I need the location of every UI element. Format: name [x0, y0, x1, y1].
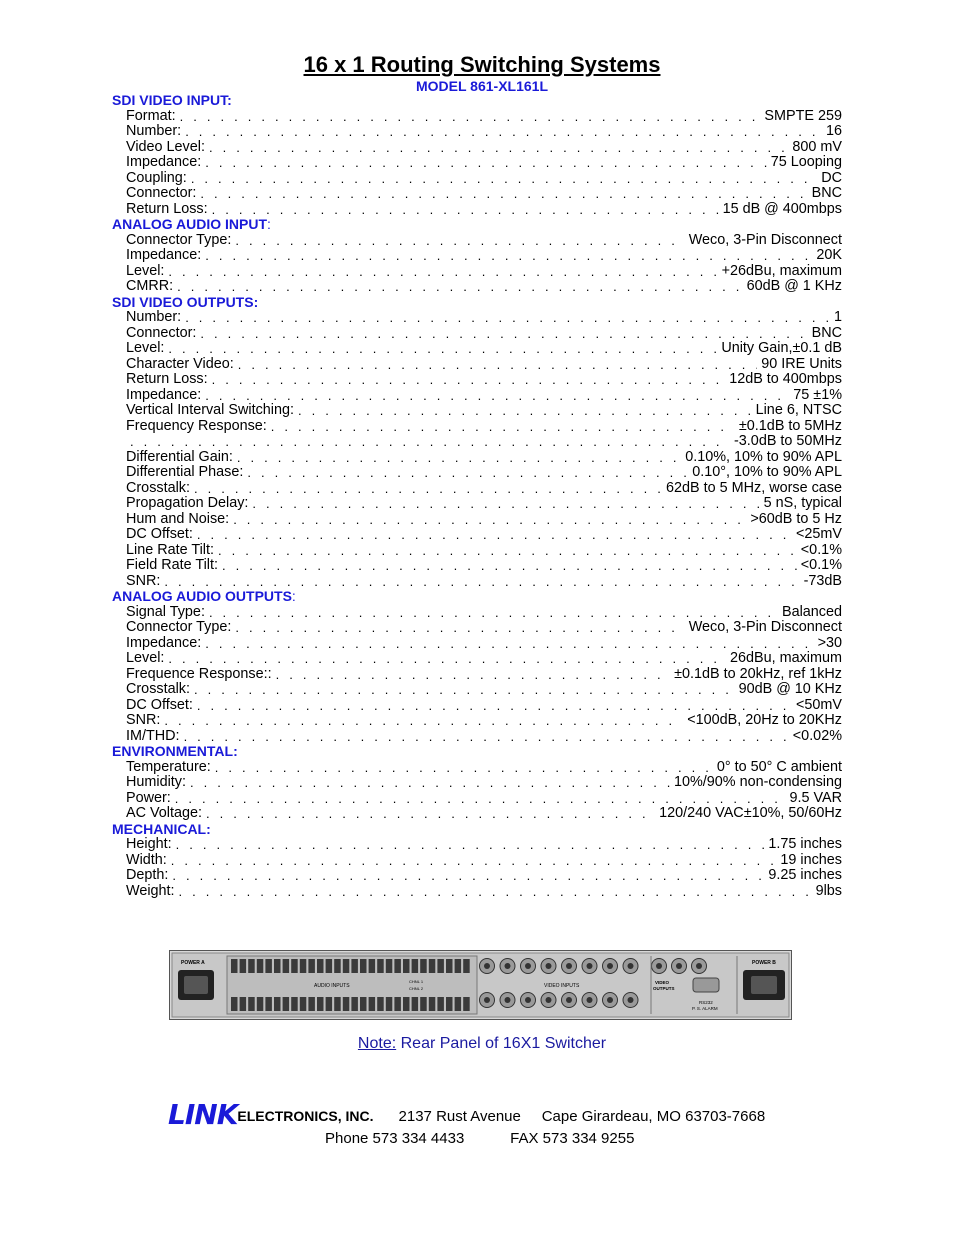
spec-label: Character Video: [126, 355, 234, 372]
spec-label: Hum and Noise: [126, 510, 230, 527]
spec-label: IM/THD: [126, 727, 180, 744]
audio-terminal [455, 959, 462, 973]
spec-value: Weco, 3-Pin Disconnect [688, 619, 842, 635]
spec-label: SNR: [126, 572, 161, 589]
section-heading [112, 744, 842, 760]
street-address: 2137 Rust Avenue [398, 1108, 521, 1125]
audio-terminal [343, 959, 350, 973]
audio-terminal [274, 997, 281, 1011]
bnc-center-pin [484, 997, 490, 1003]
spec-label: Impedance: [126, 154, 202, 170]
spec-label: Temperature: [126, 758, 211, 775]
audio-terminal [274, 959, 281, 973]
spec-label: Number: [126, 123, 182, 139]
footer-address-line [168, 1098, 765, 1131]
audio-terminal [265, 997, 272, 1011]
spec-value: Unity Gain,±0.1 dB [721, 340, 842, 356]
audio-terminal [360, 959, 367, 973]
audio-terminal [377, 959, 384, 973]
spec-row [126, 543, 842, 559]
spec-label: Propagation Delay: [126, 495, 249, 511]
dot-leader [164, 574, 799, 590]
spec-value: 9lbs [815, 882, 842, 899]
spec-value: 0° to 50° C ambient [716, 758, 842, 775]
spec-label: Humidity: [126, 774, 186, 790]
audio-terminal [463, 997, 470, 1011]
spec-row [126, 434, 842, 450]
spec-row [126, 419, 842, 435]
spec-value: 120/240 VAC±10%, 50/60Hz [659, 805, 842, 821]
bnc-center-pin [696, 963, 702, 969]
spec-value: 10%/90% non-condensing [673, 774, 842, 790]
phone-number: Phone 573 334 4433 [325, 1130, 465, 1147]
spec-row [126, 186, 842, 202]
section-title: MECHANICAL: [112, 820, 211, 837]
audio-terminal [240, 959, 247, 973]
spec-value: 75 Looping [770, 154, 842, 170]
spec-value: 90dB @ 10 KHz [738, 681, 842, 697]
dot-leader [130, 434, 730, 450]
spec-row [126, 140, 842, 156]
spec-row [126, 698, 842, 714]
bnc-center-pin [546, 997, 552, 1003]
spec-row [126, 341, 842, 357]
spec-value: 800 mV [792, 138, 842, 155]
spec-label: Level: [126, 650, 165, 666]
audio-terminal [343, 997, 350, 1011]
bnc-center-pin [607, 997, 613, 1003]
audio-terminal [257, 959, 264, 973]
dot-leader [209, 140, 788, 156]
audio-terminal [283, 959, 290, 973]
spec-value: 26dBu, maximum [730, 650, 842, 666]
spec-row [126, 248, 842, 264]
page-title: 16 x 1 Routing Switching Systems [303, 52, 661, 77]
section-title: SDI VIDEO INPUT: [112, 92, 232, 108]
spec-row [126, 729, 842, 745]
spec-row [126, 884, 842, 900]
section-title: SDI VIDEO OUTPUTS: [112, 293, 259, 310]
dot-leader [238, 357, 757, 373]
spec-label: DC Offset: [126, 696, 193, 713]
audio-terminal [420, 959, 427, 973]
bnc-center-pin [587, 997, 593, 1003]
spec-row [126, 713, 842, 729]
section-heading [112, 217, 842, 233]
power-a-label: POWER A [181, 960, 205, 966]
audio-terminal [326, 997, 333, 1011]
dot-leader [179, 884, 812, 900]
audio-terminal [308, 997, 315, 1011]
dot-leader [191, 171, 817, 187]
spec-row [126, 775, 842, 791]
audio-terminal [429, 959, 436, 973]
spec-row [126, 651, 842, 667]
dot-leader [212, 372, 726, 388]
spec-value: Weco, 3-Pin Disconnect [688, 231, 842, 248]
audio-terminal [300, 997, 307, 1011]
bnc-center-pin [505, 963, 511, 969]
spec-row [126, 109, 842, 125]
spec-label: Field Rate Tilt: [126, 557, 218, 573]
audio-terminal [437, 997, 444, 1011]
spec-row [126, 326, 842, 342]
audio-terminal [429, 997, 436, 1011]
dot-leader [205, 636, 813, 652]
section-title: ANALOG AUDIO OUTPUTS [112, 588, 292, 604]
bnc-center-pin [505, 997, 511, 1003]
spec-row [126, 233, 842, 249]
audio-terminal [369, 997, 376, 1011]
spec-value: 0.10°, 10% to 90% APL [692, 464, 842, 480]
dot-leader [212, 202, 719, 218]
dot-leader [185, 124, 822, 140]
dot-leader [205, 155, 767, 171]
spec-list [112, 93, 842, 899]
spec-row [126, 760, 842, 776]
spec-label: Impedance: [126, 386, 202, 403]
spec-value: SMPTE 259 [764, 107, 842, 124]
audio-terminal [420, 997, 427, 1011]
video-inputs-label: VIDEO INPUTS [544, 983, 580, 989]
spec-row [126, 450, 842, 466]
dot-leader [215, 760, 713, 776]
audio-terminal [300, 959, 307, 973]
spec-value: +26dBu, maximum [721, 262, 842, 279]
section-heading [112, 295, 842, 311]
spec-label: Format: [126, 107, 176, 124]
audio-terminal [317, 959, 324, 973]
note-text: Rear Panel of 16X1 Switcher [396, 1035, 607, 1052]
audio-terminal [351, 959, 358, 973]
rs232-label: RS232 [699, 1000, 713, 1005]
spec-value: ±0.1dB to 5MHz [738, 417, 842, 434]
dot-leader [172, 868, 764, 884]
spec-value: <0.1% [800, 541, 842, 558]
dot-leader [237, 450, 681, 466]
spec-label: Frequence Response:: [126, 665, 272, 682]
spec-value: >30 [817, 634, 842, 651]
audio-terminal [257, 997, 264, 1011]
audio-terminal [360, 997, 367, 1011]
bnc-center-pin [607, 963, 613, 969]
audio-terminal [265, 959, 272, 973]
dot-leader [176, 837, 765, 853]
spec-value: <25mV [796, 526, 842, 542]
spec-value: 20K [816, 247, 842, 263]
dot-leader [180, 109, 761, 125]
audio-terminal [403, 997, 410, 1011]
section-title-colon: : [291, 588, 296, 604]
spec-row [126, 837, 842, 853]
spec-label: Crosstalk: [126, 479, 190, 496]
spec-label: Video Level: [126, 138, 205, 155]
audio-terminal [291, 959, 298, 973]
audio-terminal [291, 997, 298, 1011]
spec-label: Height: [126, 836, 172, 852]
audio-inputs-label: AUDIO INPUTS [314, 983, 350, 989]
audio-terminal [231, 997, 238, 1011]
audio-terminal [240, 997, 247, 1011]
note-prefix: Note: [357, 1035, 397, 1052]
audio-terminal [394, 959, 401, 973]
dot-leader [235, 620, 684, 636]
spec-value: <100dB, 20Hz to 20KHz [687, 712, 842, 728]
spec-value: 62dB to 5 MHz, worse case [666, 479, 842, 496]
spec-row [126, 806, 842, 822]
spec-label: Connector Type: [126, 231, 232, 248]
dot-leader [247, 465, 688, 481]
spec-row [126, 605, 842, 621]
video-outputs-label-1: VIDEO [655, 980, 670, 985]
spec-row [126, 620, 842, 636]
bnc-center-pin [628, 997, 634, 1003]
dot-leader [209, 605, 778, 621]
bnc-center-pin [676, 963, 682, 969]
dot-leader [194, 682, 735, 698]
dot-leader [218, 543, 797, 559]
section-heading [112, 93, 842, 109]
spec-value: <0.1% [800, 557, 842, 573]
rear-panel-image [169, 950, 792, 1020]
dot-leader [298, 403, 752, 419]
dot-leader [233, 512, 746, 528]
audio-terminal [283, 997, 290, 1011]
spec-row [126, 403, 842, 419]
spec-value: Balanced [781, 603, 842, 620]
spec-value: <50mV [796, 696, 842, 713]
spec-value: 19 inches [780, 851, 842, 868]
spec-value: <0.02% [792, 727, 842, 744]
spec-row [126, 372, 842, 388]
spec-value: -3.0dB to 50MHz [734, 433, 842, 449]
spec-value: 1 [833, 309, 842, 325]
spec-row [126, 791, 842, 807]
chnl2-label: CHNL 2 [409, 986, 424, 991]
spec-label: Impedance: [126, 634, 202, 651]
spec-value: 60dB @ 1 KHz [746, 278, 842, 294]
spec-row [126, 264, 842, 280]
spec-label: Frequency Response: [126, 417, 267, 434]
spec-label: Crosstalk: [126, 681, 190, 697]
spec-label: Signal Type: [126, 603, 205, 620]
dot-leader [235, 233, 684, 249]
dot-leader [276, 667, 671, 683]
spec-label: Connector: [126, 185, 197, 201]
audio-terminal [386, 997, 393, 1011]
spec-value: 5 nS, typical [763, 495, 842, 511]
spec-label: Vertical Interval Switching: [126, 402, 294, 418]
audio-terminal [248, 959, 255, 973]
spec-label: DC Offset: [126, 526, 193, 542]
footer-contact-line [325, 1130, 634, 1147]
bnc-center-pin [525, 963, 531, 969]
audio-terminal [437, 959, 444, 973]
spec-value: 16 [825, 123, 842, 139]
dot-leader [185, 310, 830, 326]
spec-label: Width: [126, 851, 167, 868]
spec-row [126, 465, 842, 481]
audio-terminal [455, 997, 462, 1011]
rs232-port [693, 978, 719, 992]
dot-leader [168, 341, 717, 357]
spec-row [126, 155, 842, 171]
audio-terminal [317, 997, 324, 1011]
spec-value: BNC [811, 185, 842, 201]
spec-label: AC Voltage: [126, 805, 203, 821]
audio-terminal [377, 997, 384, 1011]
section-title: ENVIRONMENTAL: [112, 743, 238, 759]
dot-leader [175, 791, 786, 807]
audio-terminal [412, 959, 419, 973]
bnc-center-pin [587, 963, 593, 969]
spec-row [126, 682, 842, 698]
spec-row [126, 310, 842, 326]
audio-terminal [412, 997, 419, 1011]
spec-row [126, 636, 842, 652]
spec-value: Line 6, NTSC [755, 402, 842, 418]
dot-leader [177, 279, 742, 295]
spec-value: BNC [811, 324, 842, 341]
dot-leader [205, 388, 789, 404]
dot-leader [197, 698, 792, 714]
audio-terminal [369, 959, 376, 973]
link-logo: LINK [168, 1098, 238, 1131]
spec-value: DC [821, 169, 842, 186]
spec-label: Depth: [126, 867, 169, 883]
spec-label: Impedance: [126, 247, 202, 263]
spec-row [126, 171, 842, 187]
audio-terminal [326, 959, 333, 973]
audio-terminal [394, 997, 401, 1011]
spec-row [126, 853, 842, 869]
audio-terminal [446, 959, 453, 973]
audio-terminal [248, 997, 255, 1011]
section-heading [112, 822, 842, 838]
dot-leader [200, 186, 807, 202]
spec-label: Coupling: [126, 169, 187, 186]
spec-value: >60dB to 5 Hz [750, 510, 842, 527]
spec-label: Differential Gain: [126, 448, 233, 465]
dot-leader [200, 326, 807, 342]
model-number: MODEL 861-XL161L [415, 78, 548, 94]
spec-label: Connector Type: [126, 619, 232, 635]
spec-value: 9.25 inches [768, 867, 842, 883]
audio-terminal [334, 997, 341, 1011]
spec-label: CMRR: [126, 278, 174, 294]
spec-row [126, 667, 842, 683]
section-title-colon: : [267, 216, 271, 232]
audio-terminal [334, 959, 341, 973]
spec-row [126, 574, 842, 590]
spec-label: Return Loss: [126, 200, 208, 217]
spec-label: Power: [126, 789, 171, 806]
fax-number: FAX 573 334 9255 [510, 1130, 635, 1147]
dot-leader [206, 806, 655, 822]
power-b-label: POWER B [752, 960, 776, 966]
spec-row [126, 357, 842, 373]
dot-leader [184, 729, 789, 745]
video-outputs-label-2: OUTPUTS [653, 986, 675, 991]
audio-terminal [231, 959, 238, 973]
spec-value: 12dB to 400mbps [729, 371, 842, 387]
dot-leader [168, 651, 726, 667]
section-heading [112, 589, 842, 605]
bnc-center-pin [566, 997, 572, 1003]
dot-leader [164, 713, 683, 729]
spec-row [126, 388, 842, 404]
spec-value: 9.5 VAR [789, 789, 842, 806]
spec-label: Weight: [126, 882, 175, 899]
bnc-center-pin [525, 997, 531, 1003]
spec-value: 75 ±1% [793, 386, 842, 403]
audio-terminal [446, 997, 453, 1011]
spec-value: 0.10%, 10% to 90% APL [685, 448, 842, 465]
bnc-center-pin [484, 963, 490, 969]
audio-terminal [351, 997, 358, 1011]
spec-label: Level: [126, 262, 165, 279]
dot-leader [271, 419, 735, 435]
spec-label: Level: [126, 340, 165, 356]
panel-caption [0, 1035, 954, 1053]
spec-row [126, 512, 842, 528]
bnc-center-pin [546, 963, 552, 969]
dot-leader [252, 496, 759, 512]
spec-label: Line Rate Tilt: [126, 541, 214, 558]
dot-leader [222, 558, 797, 574]
spec-row [126, 481, 842, 497]
dot-leader [194, 481, 662, 497]
spec-value: 1.75 inches [768, 836, 842, 852]
dot-leader [168, 264, 717, 280]
alarm-label: P. S. ALARM [692, 1006, 718, 1011]
spec-label: SNR: [126, 712, 161, 728]
dot-leader [205, 248, 812, 264]
bnc-center-pin [656, 963, 662, 969]
spec-row [126, 124, 842, 140]
spec-row [126, 527, 842, 543]
audio-terminal [386, 959, 393, 973]
spec-row [126, 496, 842, 512]
city-address: Cape Girardeau, MO 63703-7668 [541, 1108, 766, 1125]
spec-value: -73dB [803, 572, 842, 589]
spec-value: ±0.1dB to 20kHz, ref 1kHz [674, 665, 842, 682]
dot-leader [197, 527, 792, 543]
section-title: ANALOG AUDIO INPUT [112, 216, 268, 232]
dot-leader [190, 775, 670, 791]
audio-terminal [403, 959, 410, 973]
spec-value: 15 dB @ 400mbps [722, 200, 842, 217]
company-name: ELECTRONICS, INC. [237, 1108, 374, 1124]
audio-terminal [463, 959, 470, 973]
spec-row [126, 279, 842, 295]
spec-label: Connector: [126, 324, 197, 341]
spec-label: Differential Phase: [126, 464, 244, 480]
spec-row [126, 868, 842, 884]
chnl1-label: CHNL 1 [409, 979, 424, 984]
bnc-center-pin [628, 963, 634, 969]
spec-row [126, 558, 842, 574]
bnc-center-pin [566, 963, 572, 969]
audio-terminal [308, 959, 315, 973]
spec-label: Number: [126, 309, 182, 325]
spec-row [126, 202, 842, 218]
dot-leader [171, 853, 777, 869]
spec-label: Return Loss: [126, 371, 208, 387]
spec-value: 90 IRE Units [761, 355, 842, 372]
